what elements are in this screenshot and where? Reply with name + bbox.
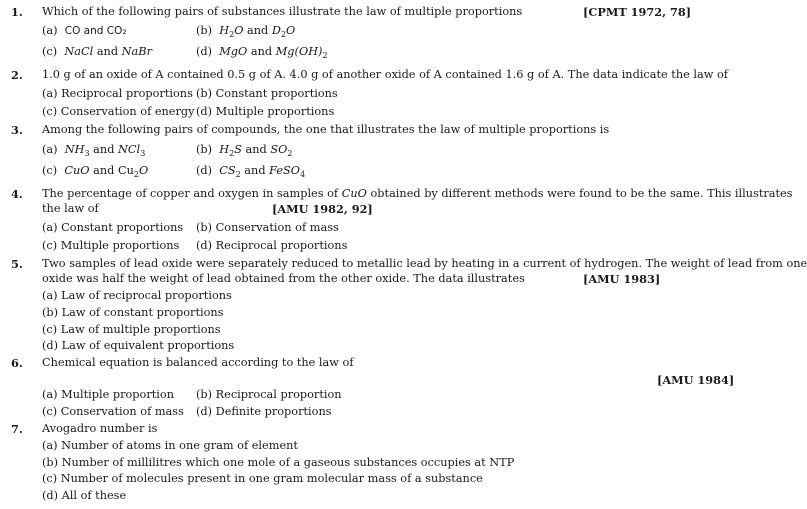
question-number: 1.	[11, 5, 23, 19]
option-c: (c) NaCl and NaBr	[42, 45, 152, 58]
question-text: Avogadro number is	[42, 422, 158, 435]
question-text: Chemical equation is balanced according to the law of	[42, 356, 354, 369]
option-b: (b) $H_2O$ and $D_2O$	[196, 24, 296, 39]
question-number: 3.	[11, 123, 23, 137]
option-b: (b) Conservation of mass	[196, 221, 339, 234]
option-d: (d) All of these	[42, 489, 127, 502]
exam-reference: [AMU 1982, 92]	[272, 202, 373, 216]
exam-reference: [AMU 1984]	[657, 373, 735, 387]
option-d: (d) Law of equivalent proportions	[42, 339, 235, 352]
option-a: (a) $NH_3$ and NCl$_3$	[42, 143, 146, 158]
option-c: (c) Conservation of mass	[42, 405, 184, 418]
question-number: 6.	[11, 356, 23, 370]
option-b: (b) Constant proportions	[196, 87, 338, 100]
option-a: (a) Multiple proportion	[42, 388, 174, 401]
question-number: 7.	[11, 422, 23, 436]
option-a: (a) Constant proportions	[42, 221, 184, 234]
exam-reference: [CPMT 1972, 78]	[583, 5, 692, 19]
question-text: Among the following pairs of compounds, the one that illustrates the law of multiple proportions is	[42, 123, 610, 136]
question-text: The percentage of copper and oxygen in samples of CuO obtained by different methods were found to be the same. This illustrates	[42, 187, 793, 200]
option-b: (b) Law of constant proportions	[42, 306, 224, 319]
option-a: (a) Reciprocal proportions	[42, 87, 193, 100]
option-b: (b) $H_2S$ and $SO_2$	[196, 143, 293, 158]
option-d: (d) Multiple proportions	[196, 105, 335, 118]
option-c: (c) Multiple proportions	[42, 239, 180, 252]
question-number: 2.	[11, 68, 23, 82]
option-d: (d) $CS_2$ and FeSO$_4$	[196, 164, 306, 179]
option-c: (c) Law of multiple proportions	[42, 323, 221, 336]
option-a: (a) Number of atoms in one gram of element	[42, 439, 298, 452]
question-text: Two samples of lead oxide were separately reduced to metallic lead by heating in a current of hydrogen. The weight of lead from one	[42, 257, 807, 270]
option-b: (b) Number of millilitres which one mole of a gaseous substances occupies at NTP	[42, 456, 515, 469]
option-d: (d) Definite proportions	[196, 405, 332, 418]
option-c: (c) CuO and $Cu_2O$	[42, 164, 149, 179]
question-number: 4.	[11, 187, 23, 201]
option-b: (b) Reciprocal proportion	[196, 388, 342, 401]
option-d: (d) MgO and $Mg(OH)_2$	[196, 45, 328, 60]
option-a: (a) CO and CO₂	[42, 24, 127, 37]
question-number: 5.	[11, 257, 23, 271]
option-c: (c) Number of molecules present in one gram molecular mass of a substance	[42, 472, 483, 485]
question-text-continued: the law of	[42, 202, 99, 215]
option-c: (c) Conservation of energy	[42, 105, 195, 118]
option-a: (a) Law of reciprocal proportions	[42, 289, 232, 302]
question-text: Which of the following pairs of substances illustrate the law of multiple proportions	[42, 5, 523, 18]
question-text: 1.0 g of an oxide of A contained 0.5 g of A. 4.0 g of another oxide of A contained 1.6 g of A. The data indicate the law of	[42, 68, 728, 81]
option-d: (d) Reciprocal proportions	[196, 239, 348, 252]
question-text-continued: oxide was half the weight of lead obtained from the other oxide. The data illustrates	[42, 272, 525, 285]
exam-reference: [AMU 1983]	[583, 272, 661, 286]
